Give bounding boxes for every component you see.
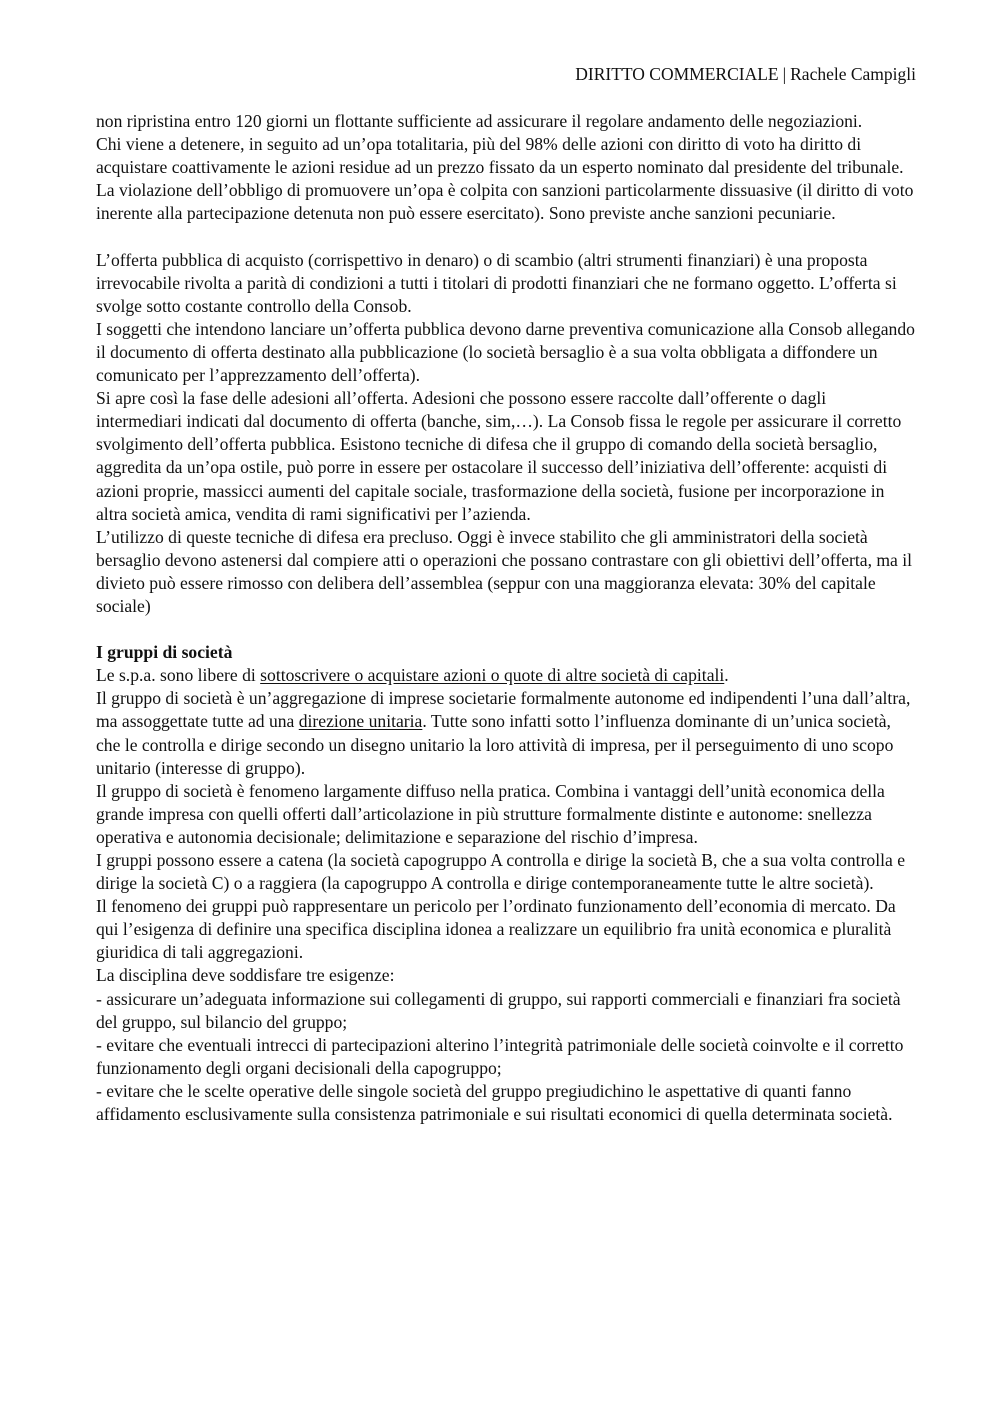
list-item: - evitare che eventuali intrecci di partecipazioni alterino l’integrità patrimoniale delle società coinvolte e il corretto funzionamento degli organi decisionali della capogruppo; (96, 1034, 904, 1078)
paragraph-squeeze-out: Chi viene a detenere, in seguito ad un’opa totalitaria, più del 98% delle azioni con diritto di voto ha diritto di acquistare coattivamente le azioni residue ad un prezzo fissato da un esperto nominato dal presidente del tribunale. (96, 134, 904, 178)
underlined-phrase: sottoscrivere o acquistare azioni o quote di altre società di capitali (260, 665, 725, 686)
paragraph-flottante: non ripristina entro 120 giorni un flottante sufficiente ad assicurare il regolare andamento delle negoziazioni. (96, 111, 863, 131)
paragraph-spa-libere (96, 664, 916, 687)
text-segment: Le s.p.a. sono libere di (96, 665, 261, 686)
section-heading: I gruppi di società (96, 642, 233, 663)
paragraph-sanzioni: La violazione dell’obbligo di promuovere un’opa è colpita con sanzioni particolarmente dissuasive (il diritto di voto inerente alla partecipazione detenuta non può essere esercitato). Sono previste anche sanzioni pecuniarie. (96, 180, 914, 224)
paragraph-catena-raggiera: I gruppi possono essere a catena (la società capogruppo A controlla e dirige la società B, che a sua volta controlla e dirige la società C) o a raggiera (la capogruppo A controlla e dirige contemporaneamente tutte le altre società). (96, 850, 906, 894)
list-item: - assicurare un’adeguata informazione sui collegamenti di gruppo, sui rapporti commerciali e finanziari fra società del gruppo, sul bilancio del gruppo; (96, 988, 901, 1032)
page-header (575, 62, 916, 86)
paragraph-pericolo: Il fenomeno dei gruppi può rappresentare un pericolo per l’ordinato funzionamento dell’economia di mercato. Da qui l’esigenza di definire una specifica disciplina idonea a realizzare un equilibrio fra unità economica e pluralità giuridica di tali aggregazioni. (96, 896, 896, 963)
paragraph-offerta-pubblica: L’offerta pubblica di acquisto (corrispettivo in denaro) o di scambio (altri strumenti finanziari) è una proposta irrevocabile rivolta a parità di condizioni a tutti i titolari di prodotti finanziari che ne formano oggetto. L’offerta si svolge sotto costante controllo della Consob. (96, 249, 897, 316)
header-course: DIRITTO COMMERCIALE (575, 64, 779, 84)
paragraph-definizione-gruppo (96, 687, 916, 779)
paragraph-spacer (96, 225, 916, 248)
paragraph-adesioni: Si apre così la fase delle adesioni all’offerta. Adesioni che possono essere raccolte dall’offerente o dagli intermediari indicati dal documento di offerta (banche, sim,…). La Consob fissa le regole per assicurare il corretto svolgimento dell’offerta pubblica. Esistono tecniche di difesa che il gruppo di comando della società bersaglio, aggredita da un’opa ostile, può porre in essere per ostacolare il successo dell’iniziativa dell’offerente: acquisti di azioni proprie, massicci aumenti del capitale sociale, trasformazione della società, fusione per incorporazione in altra società amica, vendita di rami significativi per l’azienda. (96, 388, 902, 524)
header-separator: | (782, 64, 787, 84)
paragraph-tecniche-difesa: L’utilizzo di queste tecniche di difesa era precluso. Oggi è invece stabilito che gli amministratori della società bersaglio devono astenersi dal compiere atti o operazioni che possano contrastare con gli obiettivi dell’offerta, ma il divieto può essere rimosso con delibera dell’assemblea (seppur con una maggioranza elevata: 30% del capitale sociale) (96, 526, 913, 616)
paragraph-comunicazione-consob: I soggetti che intendono lanciare un’offerta pubblica devono darne preventiva comunicazione alla Consob allegando il documento di offerta destinato alla pubblicazione (lo società bersaglio è a sua volta obbligata a diffondere un comunicato per l’apprezzamento dell’offerta). (96, 318, 915, 386)
text-segment: . Tutte sono infatti sotto l’influenza dominante di un’unica società, che le controlla e dirige secondo un disegno unitario la loro attività di impresa, per il perseguimento di uno scopo unitario (interesse di gruppo). (96, 711, 894, 778)
list-item: - evitare che le scelte operative delle singole società del gruppo pregiudichino le aspettative di quanti fanno affidamento esclusivamente sulla consistenza patrimoniale e sui risultati economici di quella determinata società. (96, 1080, 893, 1125)
paragraph-esigenze-intro: La disciplina deve soddisfare tre esigenze: (96, 965, 395, 986)
text-segment: Il gruppo di società è un’aggregazione di imprese societarie formalmente autonome ed indipendenti l’una dall’altra, ma assoggettate tutte ad una (96, 688, 911, 732)
document-body (96, 110, 916, 1126)
text-segment: . (724, 665, 729, 686)
paragraph-vantaggi: Il gruppo di società è fenomeno largamente diffuso nella pratica. Combina i vantaggi dell’unità economica della grande impresa con quelli offerti dall’articolazione in più strutture formalmente distinte e autonome: snellezza operativa e autonomia decisionale; delimitazione e separazione del rischio d’impresa. (96, 780, 885, 847)
paragraph-spacer (96, 618, 916, 641)
underlined-phrase: direzione unitaria (298, 711, 423, 732)
header-author: Rachele Campigli (790, 64, 916, 84)
